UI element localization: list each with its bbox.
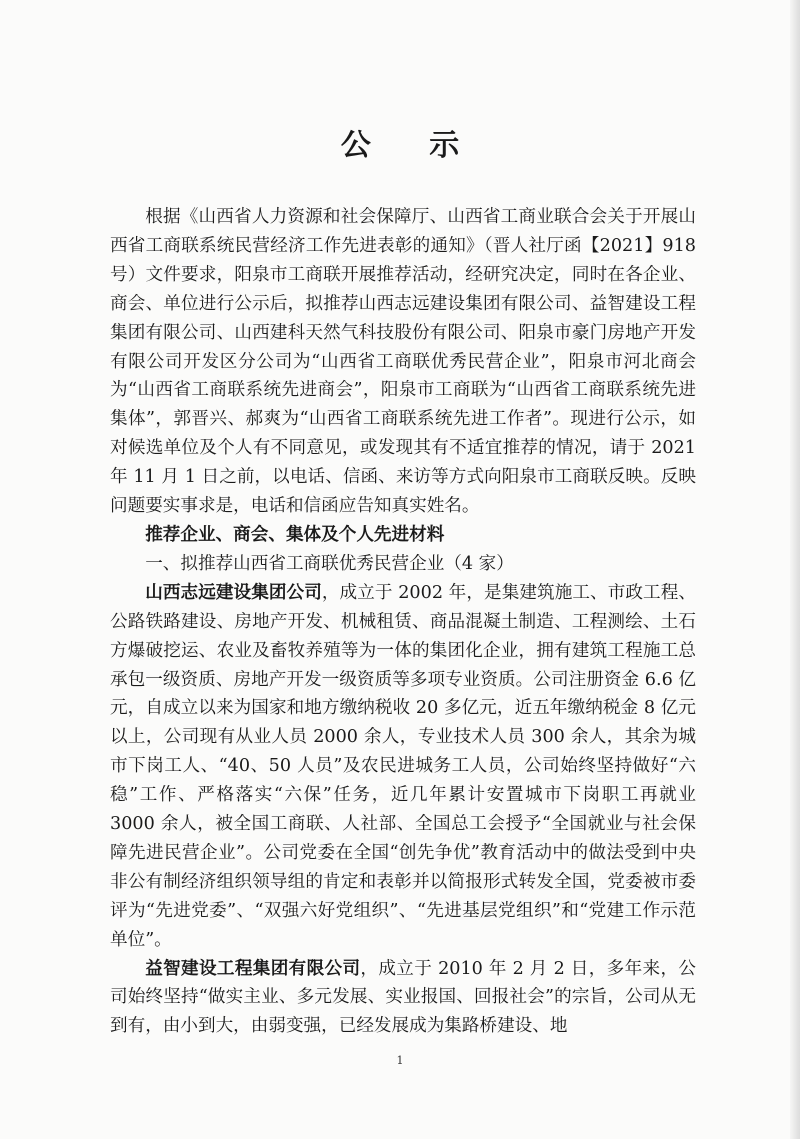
intro-paragraph: 根据《山西省人力资源和社会保障厅、山西省工商业联合会关于开展山西省工商联系统民营经济工作先进表彰的通知》（晋人社厅函【2021】918 号）文件要求，阳泉市工商联开展推荐活动，经研究决定，同时在各企业、商会、单位进行公示后，拟推荐山西志远建设集团有限公司、益智建设工程集团有限公司、山西建科天然气科技股份有限公司、阳泉市豪门房地产开发有限公司开发区分公司为“山西省工商联优秀民营企业”，阳泉市河北商会为“山西省工商联系统先进商会”，阳泉市工商联为“山西省工商联系统先进集体”，郭晋兴、郝爽为“山西省工商联系统先进工作者”。现进行公示，如对候选单位及个人有不同意见，或发现其有不适宜推荐的情况，请于 2021 年 11 月 1 日之前，以电话、信函、来访等方式向阳泉市工商联反映。反映问题要实事求是，电话和信函应告知真实姓名。 [110,207,696,517]
section-heading: 推荐企业、商会、集体及个人先进材料 [145,523,445,545]
company1-name: 山西志远建设集团公司 [145,581,322,603]
document-body [110,203,696,1041]
subheading: 一、拟推荐山西省工商联优秀民营企业（4 家） [145,553,514,574]
company2-name: 益智建设工程集团有限公司 [145,957,361,979]
company1-text: ，成立于 2002 年，是集建筑施工、市政工程、公路铁路建设、房地产开发、机械租赁、商品混凝土制造、工程测绘、土石方爆破挖运、农业及畜牧养殖等为一体的集团化企业，拥有建筑工程施工总承包一级资质、房地产开发一级资质等多项专业资质。公司注册资金 6.6 亿元，自成立以来为国家和地方缴纳税收 20 多亿元，近五年缴纳税金 8 亿元以上，公司现有从业人员 2000 余人，专业技术人员 300 余人，其余为城市下岗工人、“40、50 人员”及农民进城务工人员，公司始终坚持做好“六稳”工作、严格落实“六保”任务，近几年累计安置城市下岗职工再就业 3000 余人，被全国工商联、人社部、全国总工会授予“全国就业与社会保障先进民营企业”。公司党委在全国“创先争优”教育活动中的做法受到中央非公有制经济组织领导组的肯定和表彰并以简报形式转发全国，党委被市委评为“先进党委”、“双强六好党组织”、“先进基层党组织”和“党建工作示范单位”。 [110,582,696,950]
scan-edge-shadow [790,0,800,1139]
page-title: 公 示 [340,128,484,163]
page-number: 1 [396,1054,404,1067]
company2-paragraph [110,955,696,1042]
company2-text: ，成立于 2010 年 2 月 2 日，多年来，公司始终坚持“做实主业、多元发展、实业报国、回报社会”的宗旨，公司从无到有，由小到大，由弱变强，已经发展成为集路桥建设、地 [110,958,697,1037]
company1-paragraph [110,579,696,955]
